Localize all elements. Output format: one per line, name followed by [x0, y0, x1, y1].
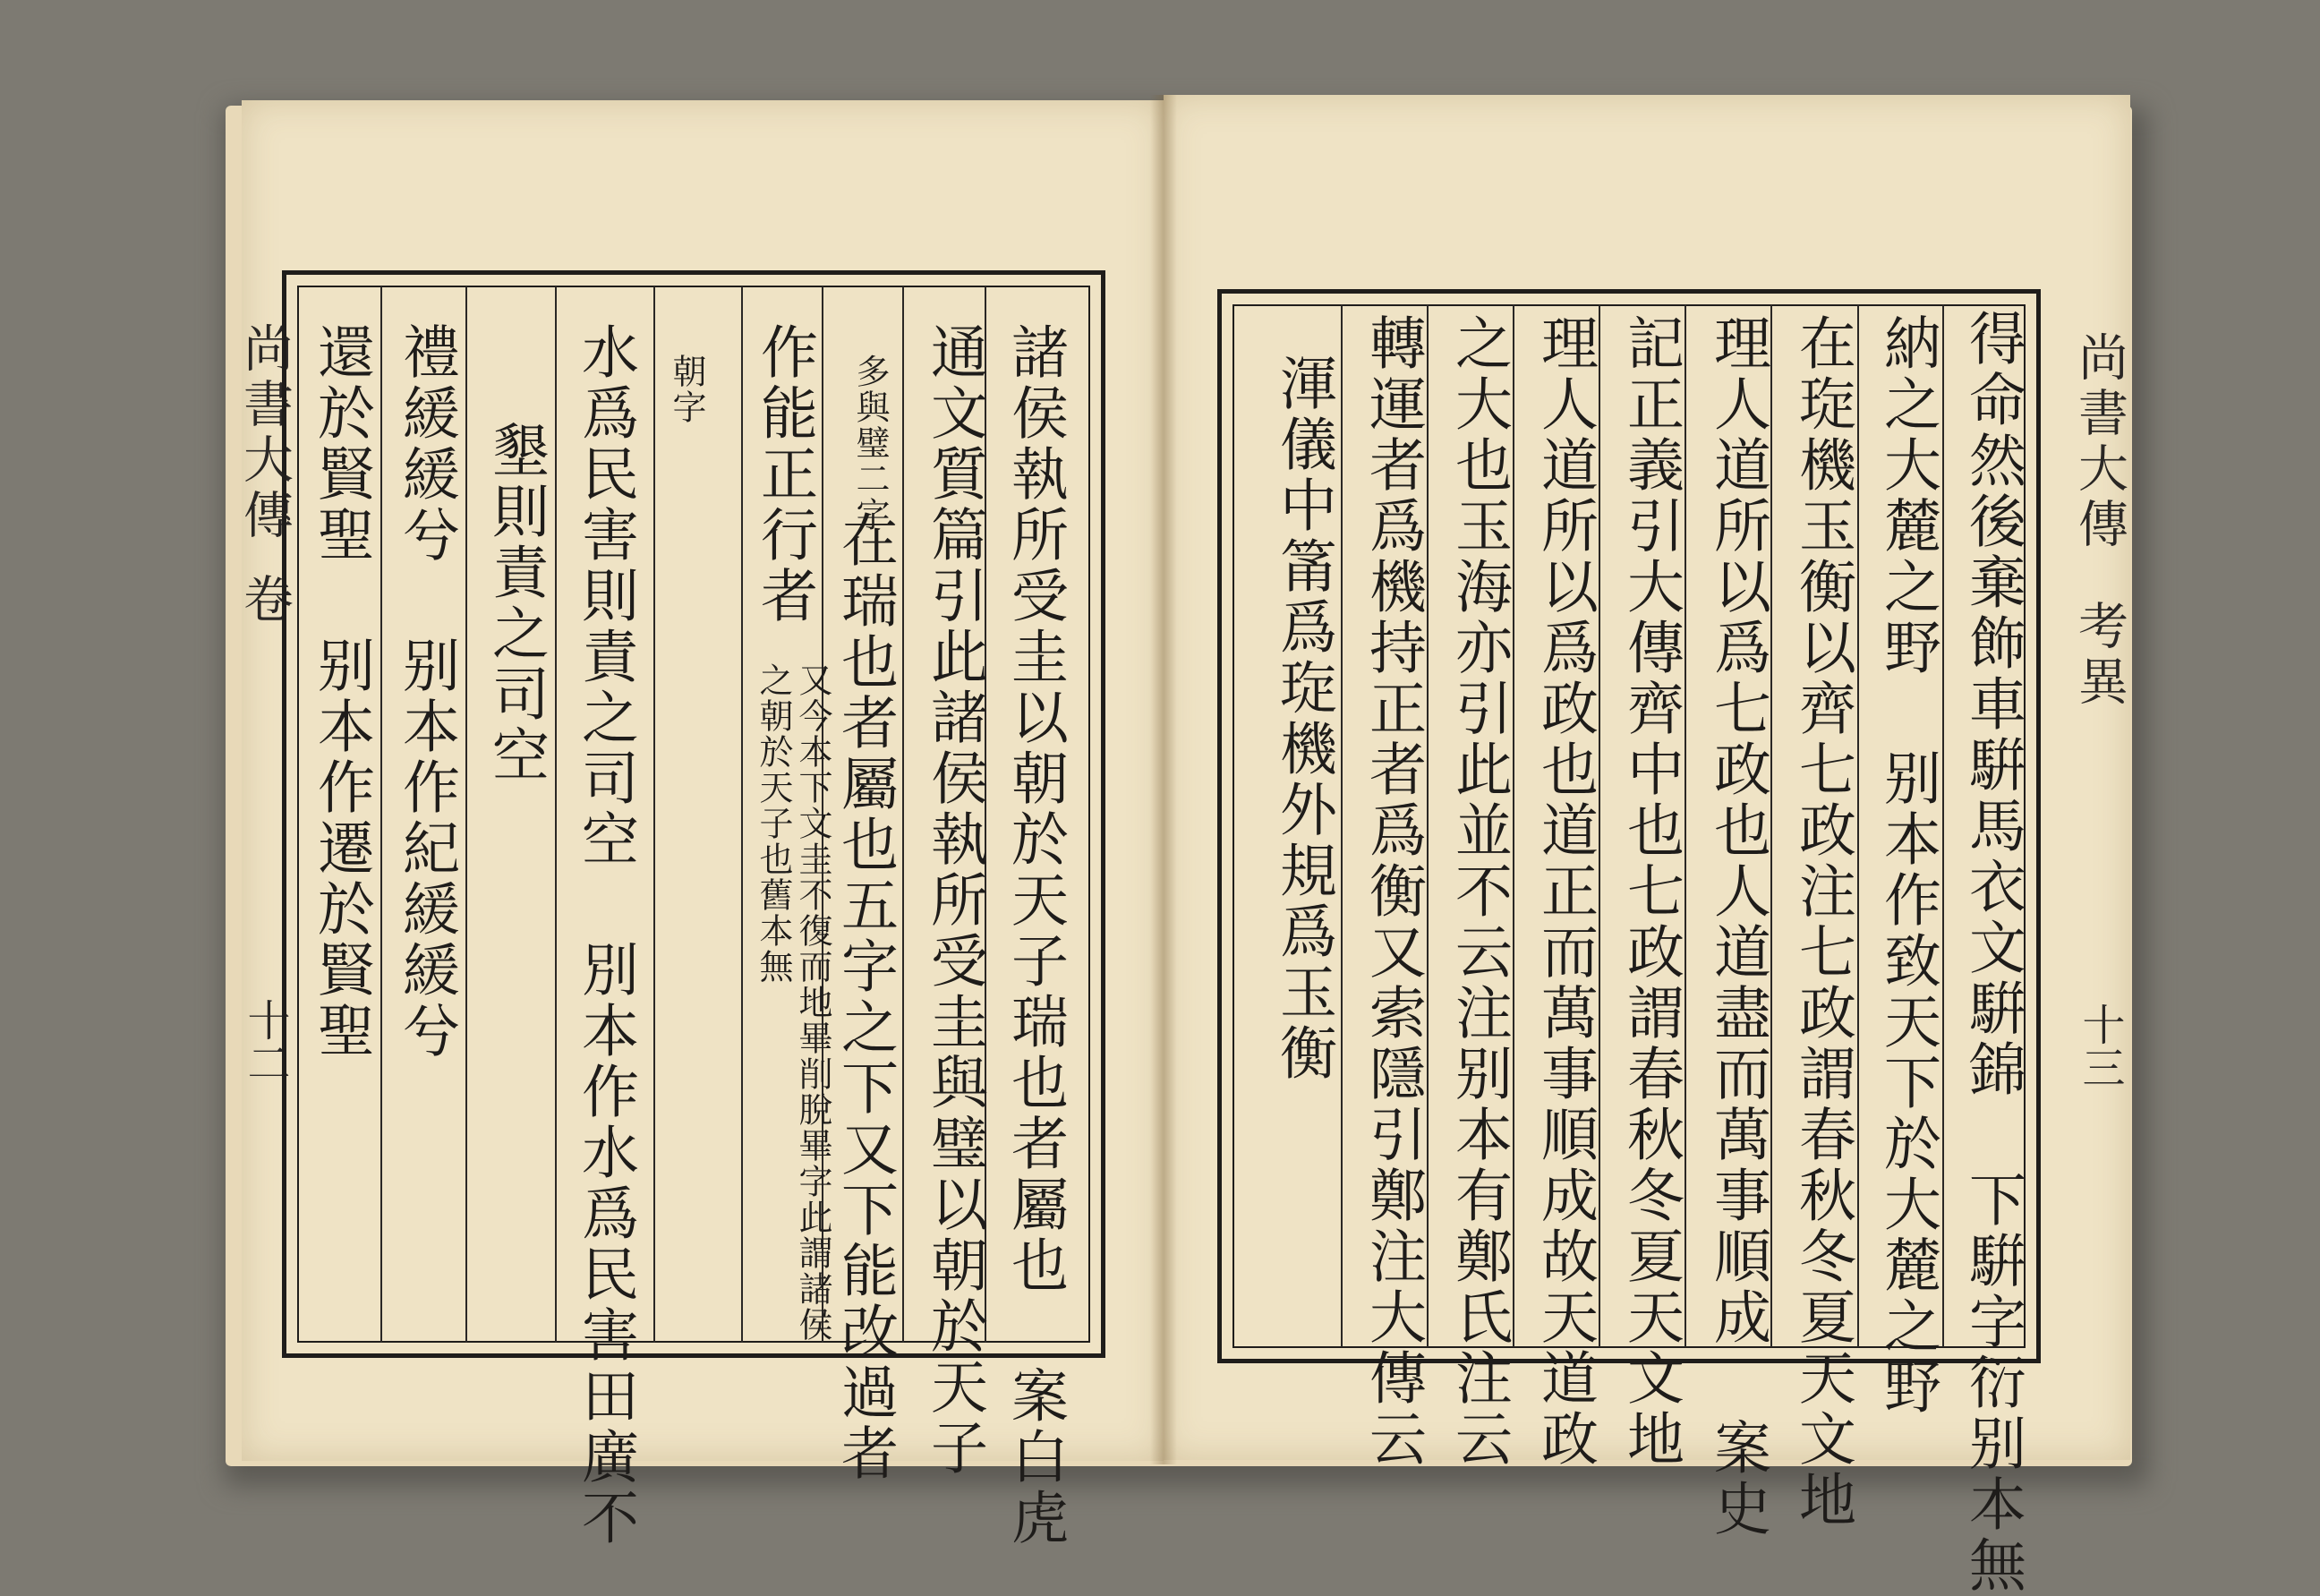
- left-col-1: 諸侯執所受圭以朝於天子瑞也者屬也 案白虎: [1002, 322, 1068, 1549]
- left-col-7: 墾則責之司空: [482, 421, 549, 786]
- right-rule-3: [1770, 304, 1772, 1347]
- right-rule-4: [1685, 304, 1686, 1347]
- right-col-9: 渾儀中筩爲琁機外規爲玉衡: [1270, 354, 1336, 1084]
- right-margin-title: 尚書大傳: [2070, 331, 2128, 553]
- right-rule-7: [1427, 304, 1429, 1347]
- right-rule-1: [1942, 304, 1944, 1347]
- left-rule-4: [741, 286, 743, 1343]
- right-rule-6: [1513, 304, 1514, 1347]
- right-col-4: 理人道所以爲七政也人道盡而萬事順成 案史: [1704, 313, 1770, 1540]
- left-col-2: 通文質篇引此諸侯執所受圭與璧以朝於天子: [921, 322, 987, 1479]
- right-col-6: 理人道所以爲政也道正而萬事順成故天道政: [1531, 313, 1598, 1470]
- right-col-2: 納之大麓之野 别本作致天下於大麓之野: [1874, 313, 1940, 1418]
- left-margin-volume: 卷: [235, 573, 294, 628]
- right-col-5: 記正義引大傳齊中也七政謂春秋冬夏天文地: [1617, 313, 1684, 1470]
- left-col-8: 禮緩緩兮 别本作紀緩緩兮: [393, 322, 459, 1062]
- left-col-6: 水爲民害則責之司空 別本作水爲民害田廣不: [572, 322, 638, 1549]
- right-margin-volume: 考異: [2070, 600, 2128, 711]
- left-rule-5: [653, 286, 655, 1343]
- right-rule-2: [1857, 304, 1859, 1347]
- left-col-5-small-top: 朝字: [667, 354, 706, 425]
- left-rule-6: [555, 286, 557, 1343]
- left-col-9: 還於賢聖 别本作遷於賢聖: [308, 322, 374, 1062]
- left-col-3-small-top: 多與璧二字: [850, 354, 890, 533]
- right-col-8: 轉運者爲機持正者爲衡又索隱引鄭注大傳云: [1360, 313, 1426, 1470]
- left-col-4-small: 又今本下文圭不復而地畢削脫畢字此謂諸侯之朝於天子也舊本無: [754, 662, 832, 1343]
- right-col-7: 之大也玉海亦引此並不云注别本有鄭氏注云: [1446, 313, 1512, 1470]
- right-margin-page-number: 十三: [2075, 1003, 2125, 1088]
- left-margin-page-number: 十二: [240, 998, 290, 1084]
- right-col-3: 在琁機玉衡以齊七政注七政謂春秋冬夏天文地: [1789, 313, 1855, 1531]
- right-rule-8: [1341, 304, 1343, 1347]
- left-rule-8: [380, 286, 382, 1343]
- right-col-1: 得命然後棄飾車騈馬衣文騈錦 下騈字衍别本無: [1959, 309, 2026, 1596]
- left-col-4: 作能正行者: [751, 322, 817, 627]
- book-spine: [1150, 95, 1177, 1464]
- left-col-3: 在瑞也者屬也五字之下又下能改過者: [832, 510, 898, 1484]
- left-rule-2: [902, 286, 904, 1343]
- left-margin-title: 尚書大傳: [235, 322, 294, 544]
- right-rule-5: [1599, 304, 1600, 1347]
- left-rule-7: [465, 286, 467, 1343]
